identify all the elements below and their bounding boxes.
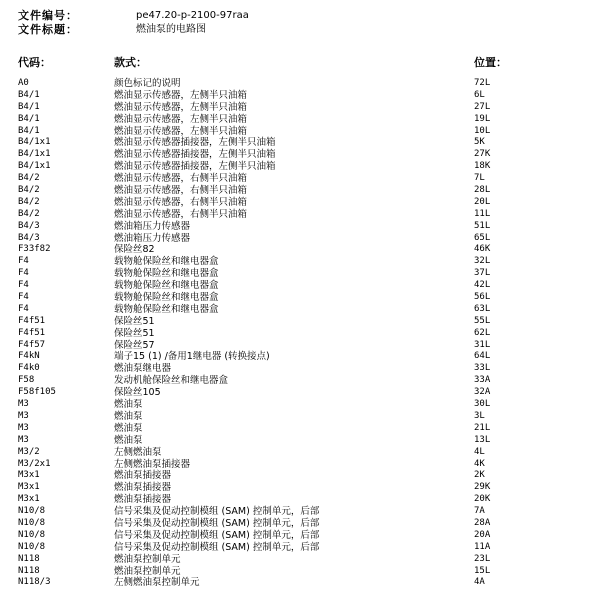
component-position: 4L [474, 446, 485, 457]
table-row [18, 268, 598, 280]
component-position: 62L [474, 327, 491, 338]
component-position: 15L [474, 565, 491, 576]
component-position: 32L [474, 256, 491, 267]
component-description: 信号采集及促动控制模组 (SAM) 控制单元，后部 [114, 506, 320, 518]
component-code: N118 [18, 565, 40, 576]
table-row [18, 542, 598, 554]
component-position: 4K [474, 458, 485, 469]
component-description: 燃油箱压力传感器 [114, 220, 191, 232]
component-position: 55L [474, 315, 491, 326]
component-code: N118/3 [18, 577, 51, 588]
component-position: 37L [474, 268, 491, 279]
table-row [18, 209, 598, 221]
component-code: F58 [18, 375, 35, 386]
component-code: B4/1x1 [18, 149, 51, 160]
component-position: 32A [474, 387, 491, 398]
component-code: F4 [18, 268, 29, 279]
component-position: 2K [474, 470, 485, 481]
component-description: 燃油显示传感器，右侧半只油箱 [114, 208, 248, 220]
component-code: F33f82 [18, 244, 51, 255]
component-code: N118 [18, 553, 40, 564]
component-code: N10/8 [18, 529, 46, 540]
component-code: F4k0 [18, 363, 40, 374]
table-row [18, 292, 598, 304]
component-description: 燃油泵插接器 [114, 470, 172, 482]
table-row [18, 554, 598, 566]
table-row [18, 518, 598, 530]
table-row [18, 530, 598, 542]
table-row [18, 423, 598, 435]
doc-number-label: 文件编号： [18, 9, 78, 22]
table-row [18, 328, 598, 340]
component-code: F4f51 [18, 327, 46, 338]
component-code: B4/3 [18, 232, 40, 243]
component-position: 20A [474, 529, 491, 540]
component-code: M3x1 [18, 470, 40, 481]
component-description: 燃油显示传感器，右侧半只油箱 [114, 185, 248, 197]
component-code: F4 [18, 280, 29, 291]
table-row [18, 78, 598, 90]
component-code: B4/2 [18, 196, 40, 207]
table-row [18, 506, 598, 518]
table-row [18, 244, 598, 256]
table-header [18, 56, 598, 70]
table-row [18, 256, 598, 268]
component-position: 65L [474, 232, 491, 243]
component-description: 载物舱保险丝和继电器盒 [114, 303, 219, 315]
component-description: 燃油泵 [114, 399, 143, 411]
component-description: 保险丝51 [114, 315, 155, 327]
component-code: B4/3 [18, 220, 40, 231]
component-code: M3/2 [18, 446, 40, 457]
component-description: 端子15 (1) /备用1继电器 (转换接点) [114, 351, 270, 363]
component-position: 56L [474, 292, 491, 303]
table-row [18, 114, 598, 126]
component-description: 保险丝105 [114, 387, 161, 399]
component-code: M3 [18, 410, 29, 421]
component-position: 28L [474, 185, 491, 196]
table-row [18, 185, 598, 197]
table-row [18, 137, 598, 149]
component-position: 33L [474, 363, 491, 374]
component-code: F4 [18, 292, 29, 303]
component-description: 载物舱保险丝和继电器盒 [114, 256, 219, 268]
component-code: F4 [18, 256, 29, 267]
component-code: F58f105 [18, 387, 56, 398]
component-description: 保险丝51 [114, 327, 155, 339]
table-row [18, 435, 598, 447]
component-code: B4/1 [18, 113, 40, 124]
doc-title-label: 文件标题： [18, 23, 78, 36]
component-position: 10L [474, 125, 491, 136]
component-position: 42L [474, 280, 491, 291]
component-description: 燃油显示传感器，左侧半只油箱 [114, 89, 248, 101]
component-position: 19L [474, 113, 491, 124]
table-row [18, 221, 598, 233]
component-position: 20K [474, 494, 491, 505]
component-code: N10/8 [18, 506, 46, 517]
component-code: N10/8 [18, 541, 46, 552]
component-description: 保险丝57 [114, 339, 155, 351]
table-row [18, 375, 598, 387]
component-position: 11A [474, 541, 491, 552]
table-row [18, 470, 598, 482]
component-position: 13L [474, 434, 491, 445]
component-code: M3/2x1 [18, 458, 51, 469]
component-position: 63L [474, 303, 491, 314]
column-header-code: 代码： [18, 56, 51, 69]
component-description: 燃油泵 [114, 410, 143, 422]
component-description: 左侧燃油泵插接器 [114, 458, 191, 470]
component-description: 燃油显示传感器插接器，左侧半只油箱 [114, 161, 276, 173]
table-row [18, 577, 598, 589]
column-header-description: 款式： [114, 56, 147, 69]
component-code: B4/1x1 [18, 161, 51, 172]
component-code: F4 [18, 303, 29, 314]
component-code: M3x1 [18, 494, 40, 505]
table-row [18, 566, 598, 578]
component-description: 燃油显示传感器插接器，左侧半只油箱 [114, 149, 276, 161]
component-position: 7A [474, 506, 485, 517]
component-description: 发动机舱保险丝和继电器盒 [114, 375, 229, 387]
table-row [18, 126, 598, 138]
component-code: A0 [18, 78, 29, 88]
table-row [18, 173, 598, 185]
component-code: M3x1 [18, 482, 40, 493]
component-position: 7L [474, 173, 485, 184]
component-code: M3 [18, 399, 29, 410]
component-description: 信号采集及促动控制模组 (SAM) 控制单元，后部 [114, 529, 320, 541]
table-row [18, 304, 598, 316]
component-description: 保险丝82 [114, 244, 155, 256]
component-code: B4/2 [18, 173, 40, 184]
table-row [18, 363, 598, 375]
table-row [18, 411, 598, 423]
component-description: 燃油泵 [114, 422, 143, 434]
component-code: M3 [18, 434, 29, 445]
table-row [18, 399, 598, 411]
table-row [18, 494, 598, 506]
doc-number-value: pe47.20-p-2100-97raa [136, 10, 249, 21]
component-position: 11L [474, 208, 491, 219]
component-position: 64L [474, 351, 491, 362]
component-position: 51L [474, 220, 491, 231]
component-description: 燃油显示传感器，左侧半只油箱 [114, 125, 248, 137]
component-description: 信号采集及促动控制模组 (SAM) 控制单元，后部 [114, 541, 320, 553]
component-code: F4kN [18, 351, 40, 362]
component-description: 燃油泵控制单元 [114, 553, 181, 565]
component-description: 燃油泵 [114, 434, 143, 446]
component-code: B4/2 [18, 185, 40, 196]
component-code: B4/1 [18, 125, 40, 136]
component-position: 21L [474, 422, 491, 433]
component-code: M3 [18, 422, 29, 433]
component-position: 27K [474, 149, 491, 160]
component-position: 23L [474, 553, 491, 564]
component-description: 燃油显示传感器，左侧半只油箱 [114, 113, 248, 125]
doc-title-value: 燃油泵的电路图 [136, 24, 206, 35]
table-row [18, 197, 598, 209]
component-position: 28A [474, 517, 491, 528]
component-description: 载物舱保险丝和继电器盒 [114, 292, 219, 304]
component-code: N10/8 [18, 517, 46, 528]
table-row [18, 90, 598, 102]
table-row [18, 387, 598, 399]
component-position: 4A [474, 577, 485, 588]
component-description: 燃油泵继电器 [114, 363, 172, 375]
component-description: 信号采集及促动控制模组 (SAM) 控制单元，后部 [114, 517, 320, 529]
component-position: 27L [474, 101, 491, 112]
component-description: 左侧燃油泵控制单元 [114, 577, 200, 589]
component-position: 72L [474, 78, 491, 88]
component-code: F4f57 [18, 339, 46, 350]
component-description: 燃油泵插接器 [114, 482, 172, 494]
component-position: 20L [474, 196, 491, 207]
component-position: 29K [474, 482, 491, 493]
component-position: 46K [474, 244, 491, 255]
table-row [18, 482, 598, 494]
table-row [18, 351, 598, 363]
component-position: 6L [474, 89, 485, 100]
component-position: 31L [474, 339, 491, 350]
component-description: 燃油显示传感器，左侧半只油箱 [114, 101, 248, 113]
table-row [18, 102, 598, 114]
table-row [18, 233, 598, 245]
component-code: B4/1 [18, 89, 40, 100]
component-description: 左侧燃油泵 [114, 446, 162, 458]
table-row [18, 149, 598, 161]
component-description: 燃油显示传感器，右侧半只油箱 [114, 173, 248, 185]
component-description: 燃油泵控制单元 [114, 565, 181, 577]
component-description: 载物舱保险丝和继电器盒 [114, 280, 219, 292]
component-description: 颜色标记的说明 [114, 78, 181, 89]
component-code: B4/2 [18, 208, 40, 219]
component-position: 30L [474, 399, 491, 410]
component-code: B4/1x1 [18, 137, 51, 148]
component-code: F4f51 [18, 315, 46, 326]
component-position: 3L [474, 410, 485, 421]
table-row [18, 459, 598, 471]
component-description: 燃油显示传感器插接器，左侧半只油箱 [114, 137, 276, 149]
column-header-position: 位置： [474, 56, 507, 69]
component-description: 燃油泵插接器 [114, 494, 172, 506]
component-code: B4/1 [18, 101, 40, 112]
table-row [18, 280, 598, 292]
component-table [18, 78, 598, 589]
table-row [18, 316, 598, 328]
component-position: 18K [474, 161, 491, 172]
component-position: 33A [474, 375, 491, 386]
table-row [18, 340, 598, 352]
table-row [18, 447, 598, 459]
component-description: 载物舱保险丝和继电器盒 [114, 268, 219, 280]
component-position: 5K [474, 137, 485, 148]
component-description: 燃油箱压力传感器 [114, 232, 191, 244]
component-description: 燃油显示传感器，右侧半只油箱 [114, 196, 248, 208]
table-row [18, 161, 598, 173]
